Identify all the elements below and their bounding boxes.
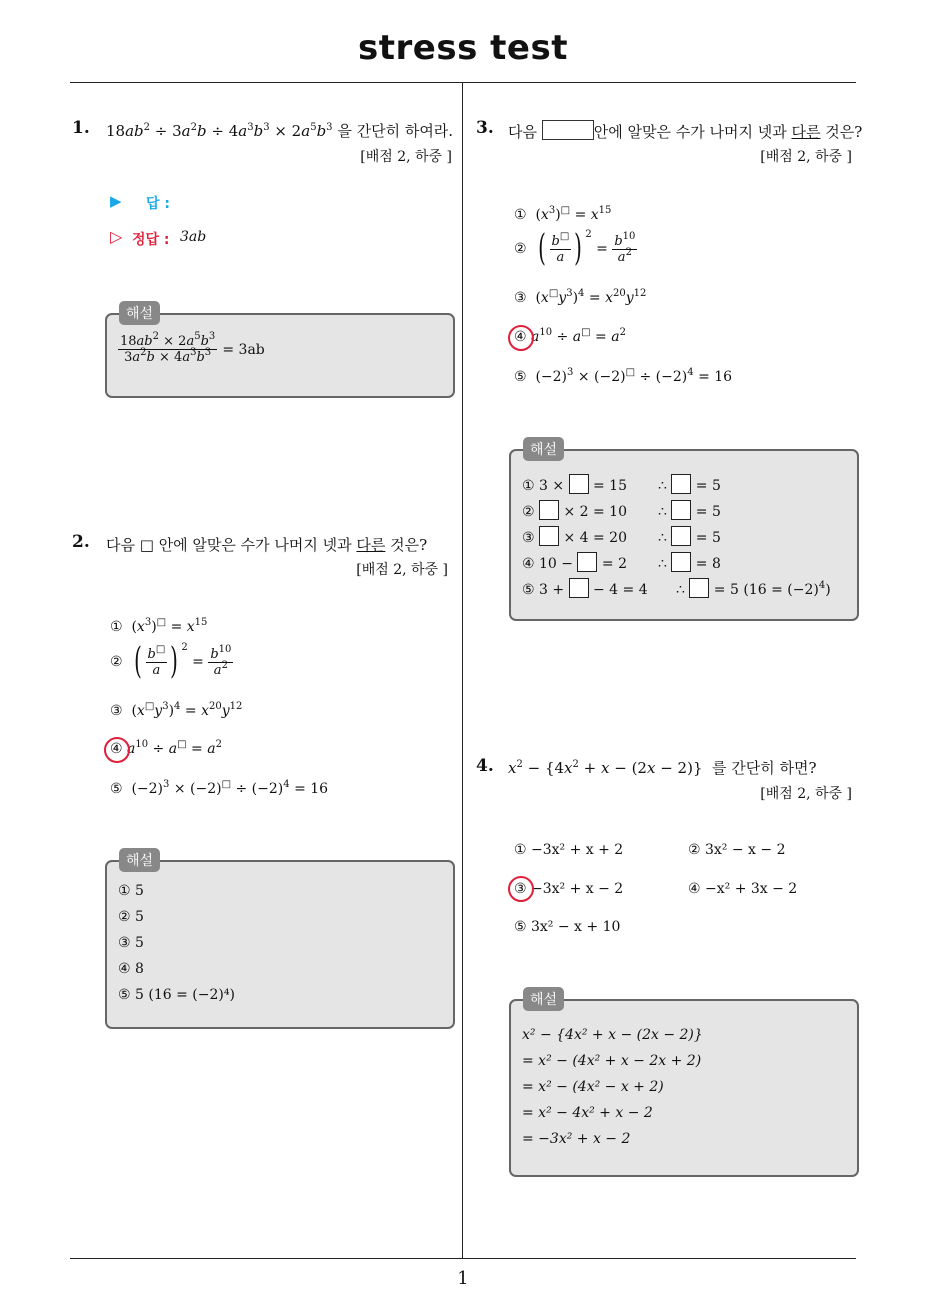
correct-arrow-icon: ▷: [110, 227, 123, 246]
solution-line: ⑤ 3 + − 4 = 4: [522, 578, 648, 598]
solution-line: x² − {4x² + x − (2x − 2)}: [522, 1027, 703, 1043]
header-rule: [70, 82, 856, 83]
q2-option-3[interactable]: ③ $(x^□y^3)^4 = x^{20}y^{12}$: [110, 701, 243, 719]
blank-box: [542, 120, 594, 140]
solution-line: ∴ = 8: [658, 552, 721, 572]
question-number-4: 4.: [476, 756, 494, 776]
page-title: stress test: [358, 28, 568, 68]
solution-line: ∴ = 5 $(16 = (-2)^4)$: [676, 580, 831, 598]
question-text-2: 다음 □ 안에 알맞은 수가 나머지 넷과 다른 것은?: [106, 536, 428, 554]
solution-1-content: $\frac{18ab^2 \times 2a^5b^3}{3a^2b \times 4a^3b^3}$ = 3ab: [120, 331, 265, 365]
q2-option-5[interactable]: ⑤ $(-2)^3 \times (-2)^□ \div (-2)^4 = 16$: [110, 779, 329, 797]
answer-arrow-icon: ▶: [110, 192, 122, 210]
q4-option-4[interactable]: ④ −x² + 3x − 2: [688, 881, 798, 897]
solution-tag-2: 해설: [119, 848, 160, 872]
question-text-1: $18ab^2 \div 3a^2b \div 4a^3b^3 \times 2a^5b^3$ 을 간단히 하여라.: [106, 122, 454, 140]
solution-line: ∴ = 5: [658, 526, 721, 546]
q4-option-1[interactable]: ① −3x² + x + 2: [514, 842, 624, 858]
q3-option-5[interactable]: ⑤ $(-2)^3 \times (-2)^□ \div (-2)^4 = 16$: [514, 367, 733, 385]
score-meta-4: [배점 2, 하중 ]: [760, 786, 852, 802]
q3-option-3[interactable]: ③ $(x^□y^3)^4 = x^{20}y^{12}$: [514, 288, 647, 306]
q4-option-3[interactable]: ③ −3x² + x − 2: [514, 881, 624, 897]
q3-option-1[interactable]: ① $(x^3)^□ = x^{15}$: [514, 205, 612, 223]
correct-label: 정답 :: [132, 232, 170, 248]
solution-line: ② 5: [118, 909, 144, 925]
answer-circle-icon: [508, 876, 534, 902]
correct-value: 3ab: [180, 229, 207, 245]
solution-line: ∴ = 5: [658, 474, 721, 494]
q3-option-2[interactable]: ② ( $\frac{b^□}{a}$ ) $^2$ = $\frac{b^{10}}{a^2}$: [514, 228, 636, 269]
q2-option-2[interactable]: ② ( $\frac{b^□}{a}$ ) $^2$ = $\frac{b^{10}}{a^2}$: [110, 641, 232, 682]
question-text-4: $x^2 - \{4x^2 + x - (2x - 2)\}$ 를 간단히 하면?: [508, 759, 817, 777]
question-number-1: 1.: [72, 118, 90, 138]
score-meta-1: [배점 2, 하중 ]: [360, 149, 452, 165]
question-number-3: 3.: [476, 118, 494, 138]
solution-line: ∴ = 5: [658, 500, 721, 520]
solution-box-2: [105, 860, 455, 1029]
answer-label: 답 :: [146, 196, 170, 212]
footer-rule: [70, 1258, 856, 1259]
q3-option-4[interactable]: ④ $a^{10} \div a^□ = a^2$: [514, 327, 626, 345]
answer-circle-icon: [508, 325, 534, 351]
q2-option-1[interactable]: ① $(x^3)^□ = x^{15}$: [110, 617, 208, 635]
solution-tag-1: 해설: [119, 301, 160, 325]
q4-option-5[interactable]: ⑤ 3x² − x + 10: [514, 919, 621, 935]
solution-line: ④ 10 − = 2: [522, 552, 627, 572]
question-text-3: 다음 안에 알맞은 수가 나머지 넷과 다른 것은?: [508, 120, 862, 142]
q2-option-4[interactable]: ④ $a^{10} \div a^□ = a^2$: [110, 739, 222, 757]
solution-tag-4: 해설: [523, 987, 564, 1011]
score-meta-2: [배점 2, 하중 ]: [356, 562, 448, 578]
score-meta-3: [배점 2, 하중 ]: [760, 149, 852, 165]
solution-line: ③ 5: [118, 935, 144, 951]
solution-line: ① 3 × = 15: [522, 474, 627, 494]
solution-line: = x² − 4x² + x − 2: [522, 1105, 653, 1121]
solution-line: ① 5: [118, 883, 144, 899]
q4-option-2[interactable]: ② 3x² − x − 2: [688, 842, 786, 858]
solution-line: = x² − (4x² − x + 2): [522, 1079, 664, 1095]
solution-line: = −3x² + x − 2: [522, 1131, 631, 1147]
solution-line: ⑤ 5 (16 = (−2)⁴): [118, 987, 235, 1003]
solution-line: = x² − (4x² + x − 2x + 2): [522, 1053, 702, 1069]
column-divider: [462, 83, 463, 1259]
solution-line: ③ × 4 = 20: [522, 526, 627, 546]
answer-circle-icon: [104, 737, 130, 763]
question-number-2: 2.: [72, 532, 90, 552]
solution-line: ④ 8: [118, 961, 144, 977]
solution-line: ② × 2 = 10: [522, 500, 627, 520]
solution-tag-3: 해설: [523, 437, 564, 461]
page-number: 1: [457, 1268, 469, 1289]
